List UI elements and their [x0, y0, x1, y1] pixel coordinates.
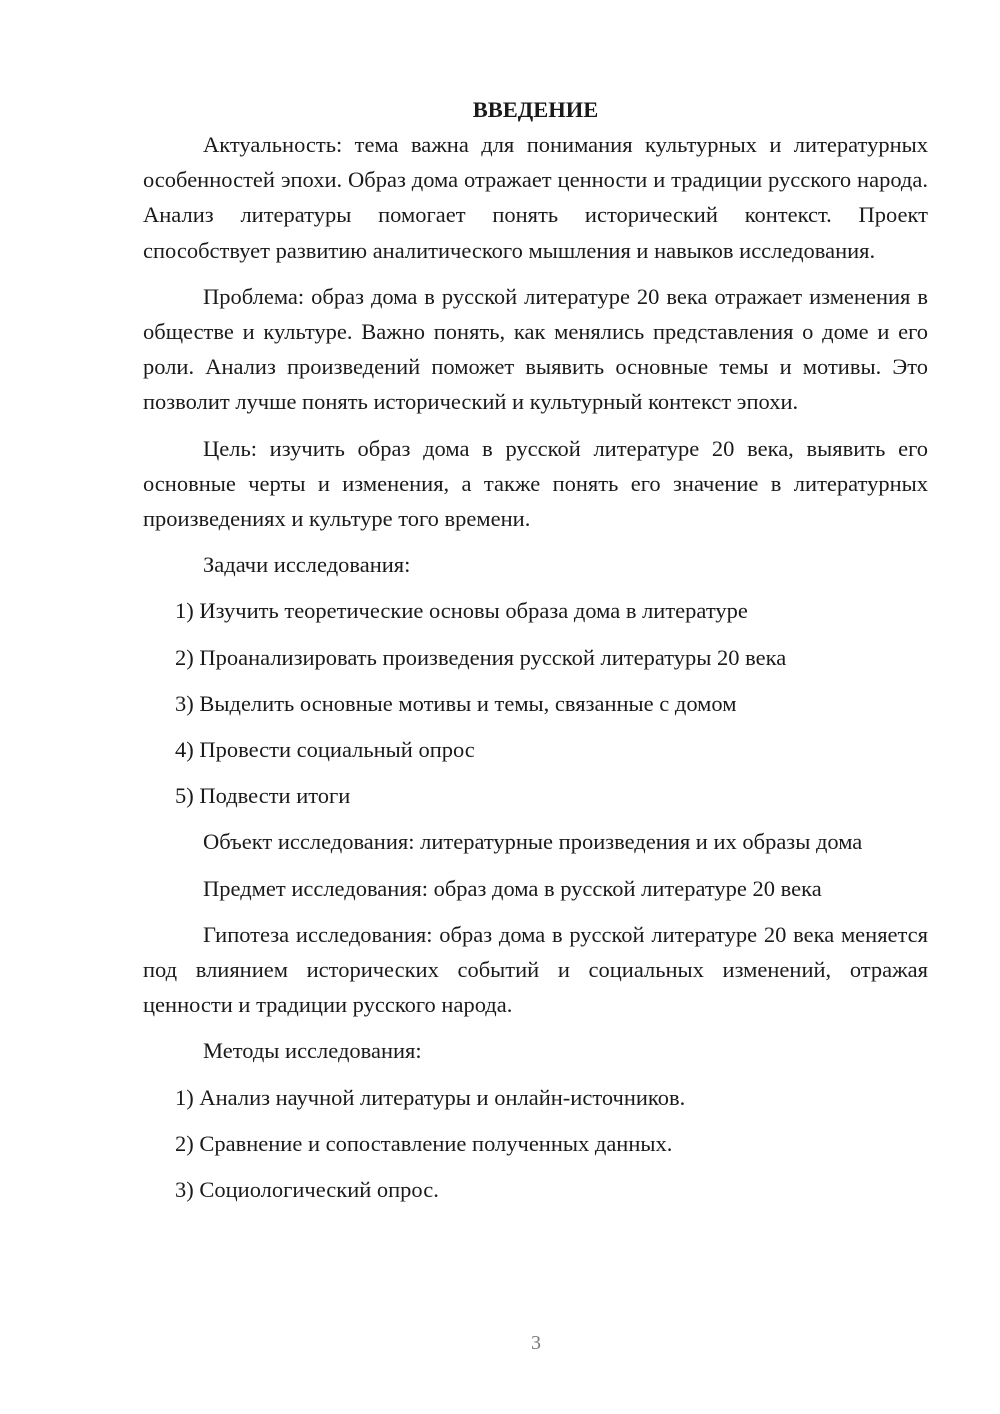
- list-item: 4) Провести социальный опрос: [175, 737, 475, 763]
- relevance-paragraph: Актуальность: тема важна для понимания культурных и литературных особенностей эпохи. Образ дома отражает ценности и традиции русского народа. Анализ литературы помогает понять исторический контекст. Проект способствует развитию аналитического мышления и навыков исследования.: [143, 132, 928, 263]
- problem-paragraph: Проблема: образ дома в русской литературе 20 века отражает изменения в обществе и культуре. Важно понять, как менялись представления о доме и его роли. Анализ произведений поможет выявить основные темы и мотивы. Это позволит лучше понять исторический и культурный контекст эпохи.: [143, 283, 928, 415]
- tasks-heading: Задачи исследования:: [203, 552, 411, 578]
- list-item: 1) Изучить теоретические основы образа дома в литературе: [175, 598, 748, 624]
- methods-heading: Методы исследования:: [203, 1038, 422, 1064]
- object-paragraph: Объект исследования: литературные произведения и их образы дома: [203, 829, 863, 855]
- page-content: [143, 92, 928, 1218]
- subject-paragraph: Предмет исследования: образ дома в русской литературе 20 века: [203, 875, 822, 901]
- page-number: 3: [531, 1332, 541, 1354]
- list-item: 5) Подвести итоги: [175, 783, 351, 809]
- methods-list: [143, 1080, 928, 1208]
- page-title: ВВЕДЕНИЕ: [472, 97, 599, 122]
- goal-paragraph: Цель: изучить образ дома в русской литературе 20 века, выявить его основные черты и изменения, а также понять его значение в литературных произведениях и культуре того времени.: [143, 435, 928, 532]
- list-item: 2) Проанализировать произведения русской литературы 20 века: [175, 644, 787, 670]
- list-item: 1) Анализ научной литературы и онлайн-источников.: [175, 1084, 686, 1110]
- list-item: 3) Выделить основные мотивы и темы, связанные с домом: [175, 690, 737, 716]
- hypothesis-paragraph: Гипотеза исследования: образ дома в русской литературе 20 века меняется под влиянием исторических событий и социальных изменений, отражая ценности и традиции русского народа.: [143, 921, 928, 1018]
- list-item: 3) Социологический опрос.: [175, 1177, 439, 1203]
- list-item: 2) Сравнение и сопоставление полученных данных.: [175, 1130, 673, 1156]
- tasks-list: [143, 593, 928, 813]
